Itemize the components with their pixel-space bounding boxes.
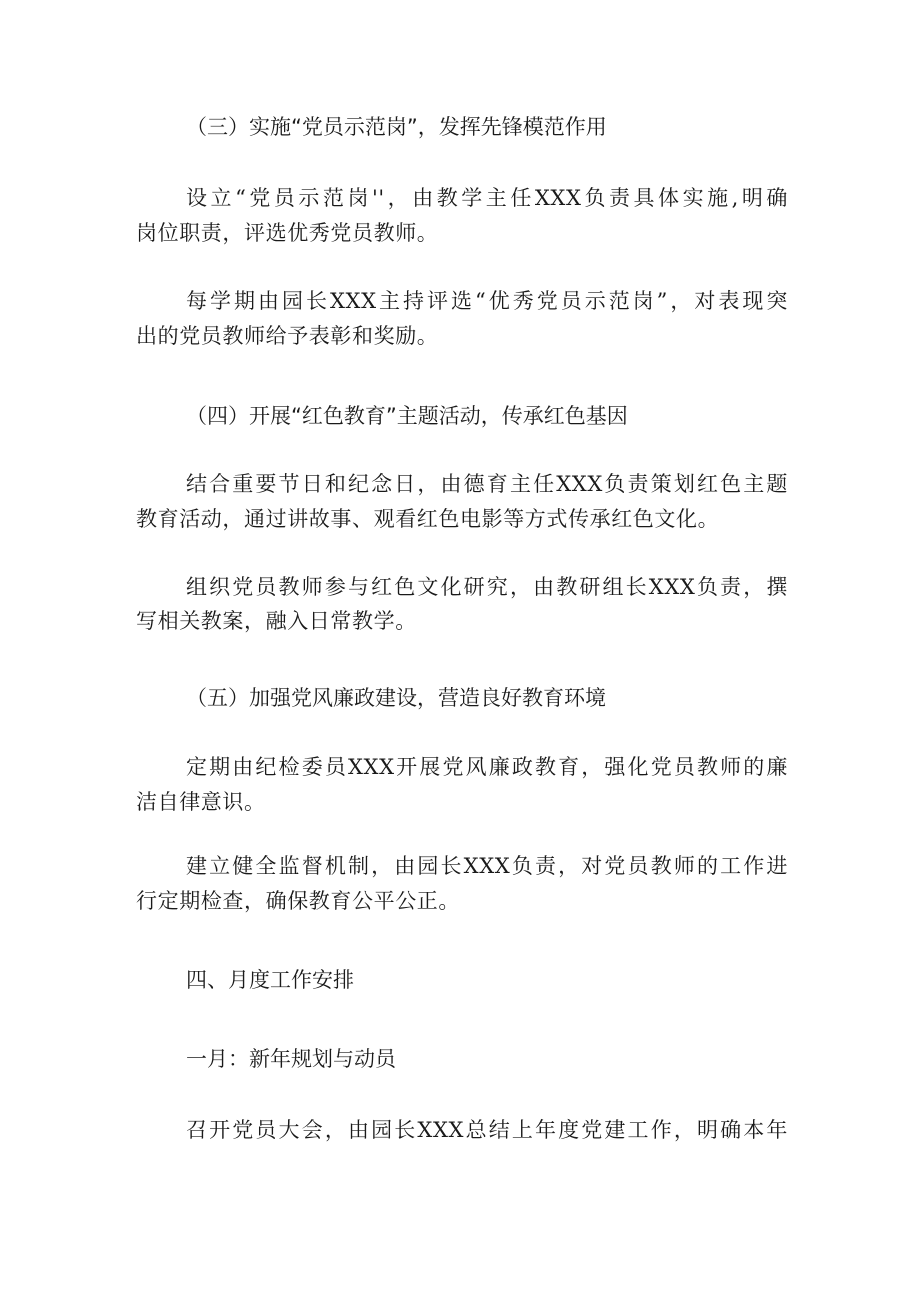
paragraph-line: 出的党员教师给予表彰和奖励。	[136, 324, 439, 348]
paragraph-line: 设立“党员示范岗''，由教学主任XXX负责具体实施,明确	[186, 186, 788, 210]
paragraph-line: 每学期由园长XXX主持评选“优秀党员示范岗”，对表现突	[186, 289, 788, 313]
paragraph-line: 建立健全监督机制，由园长XXX负责，对党员教师的工作进	[186, 854, 788, 878]
paragraph-line: 岗位职责，评选优秀党员教师。	[136, 221, 439, 245]
section-heading-3: （三）实施“党员示范岗”，发挥先锋模范作用	[186, 115, 607, 139]
paragraph-line: 写相关教案，融入日常教学。	[136, 609, 417, 633]
paragraph-line: 教育活动，通过讲故事、观看红色电影等方式传承红色文化。	[136, 507, 720, 531]
month-heading: 一月：新年规划与动员	[186, 1047, 396, 1071]
paragraph-line: 行定期检查，确保教育公平公正。	[136, 889, 460, 913]
paragraph-line: 定期由纪检委员XXX开展党风廉政教育，强化党员教师的廉	[186, 755, 788, 779]
paragraph-line: 召开党员大会，由园长XXX总结上年度党建工作，明确本年	[186, 1118, 788, 1142]
section-heading-5: （五）加强党风廉政建设，营造良好教育环境	[186, 686, 606, 710]
chapter-heading: 四、月度工作安排	[186, 968, 354, 992]
section-heading-4: （四）开展“红色教育”主题活动，传承红色基因	[186, 404, 628, 428]
paragraph-line: 组织党员教师参与红色文化研究，由教研组长XXX负责，撰	[186, 575, 788, 599]
paragraph-line: 结合重要节日和纪念日，由德育主任XXX负责策划红色主题	[186, 472, 788, 496]
paragraph-line: 洁自律意识。	[136, 790, 266, 814]
